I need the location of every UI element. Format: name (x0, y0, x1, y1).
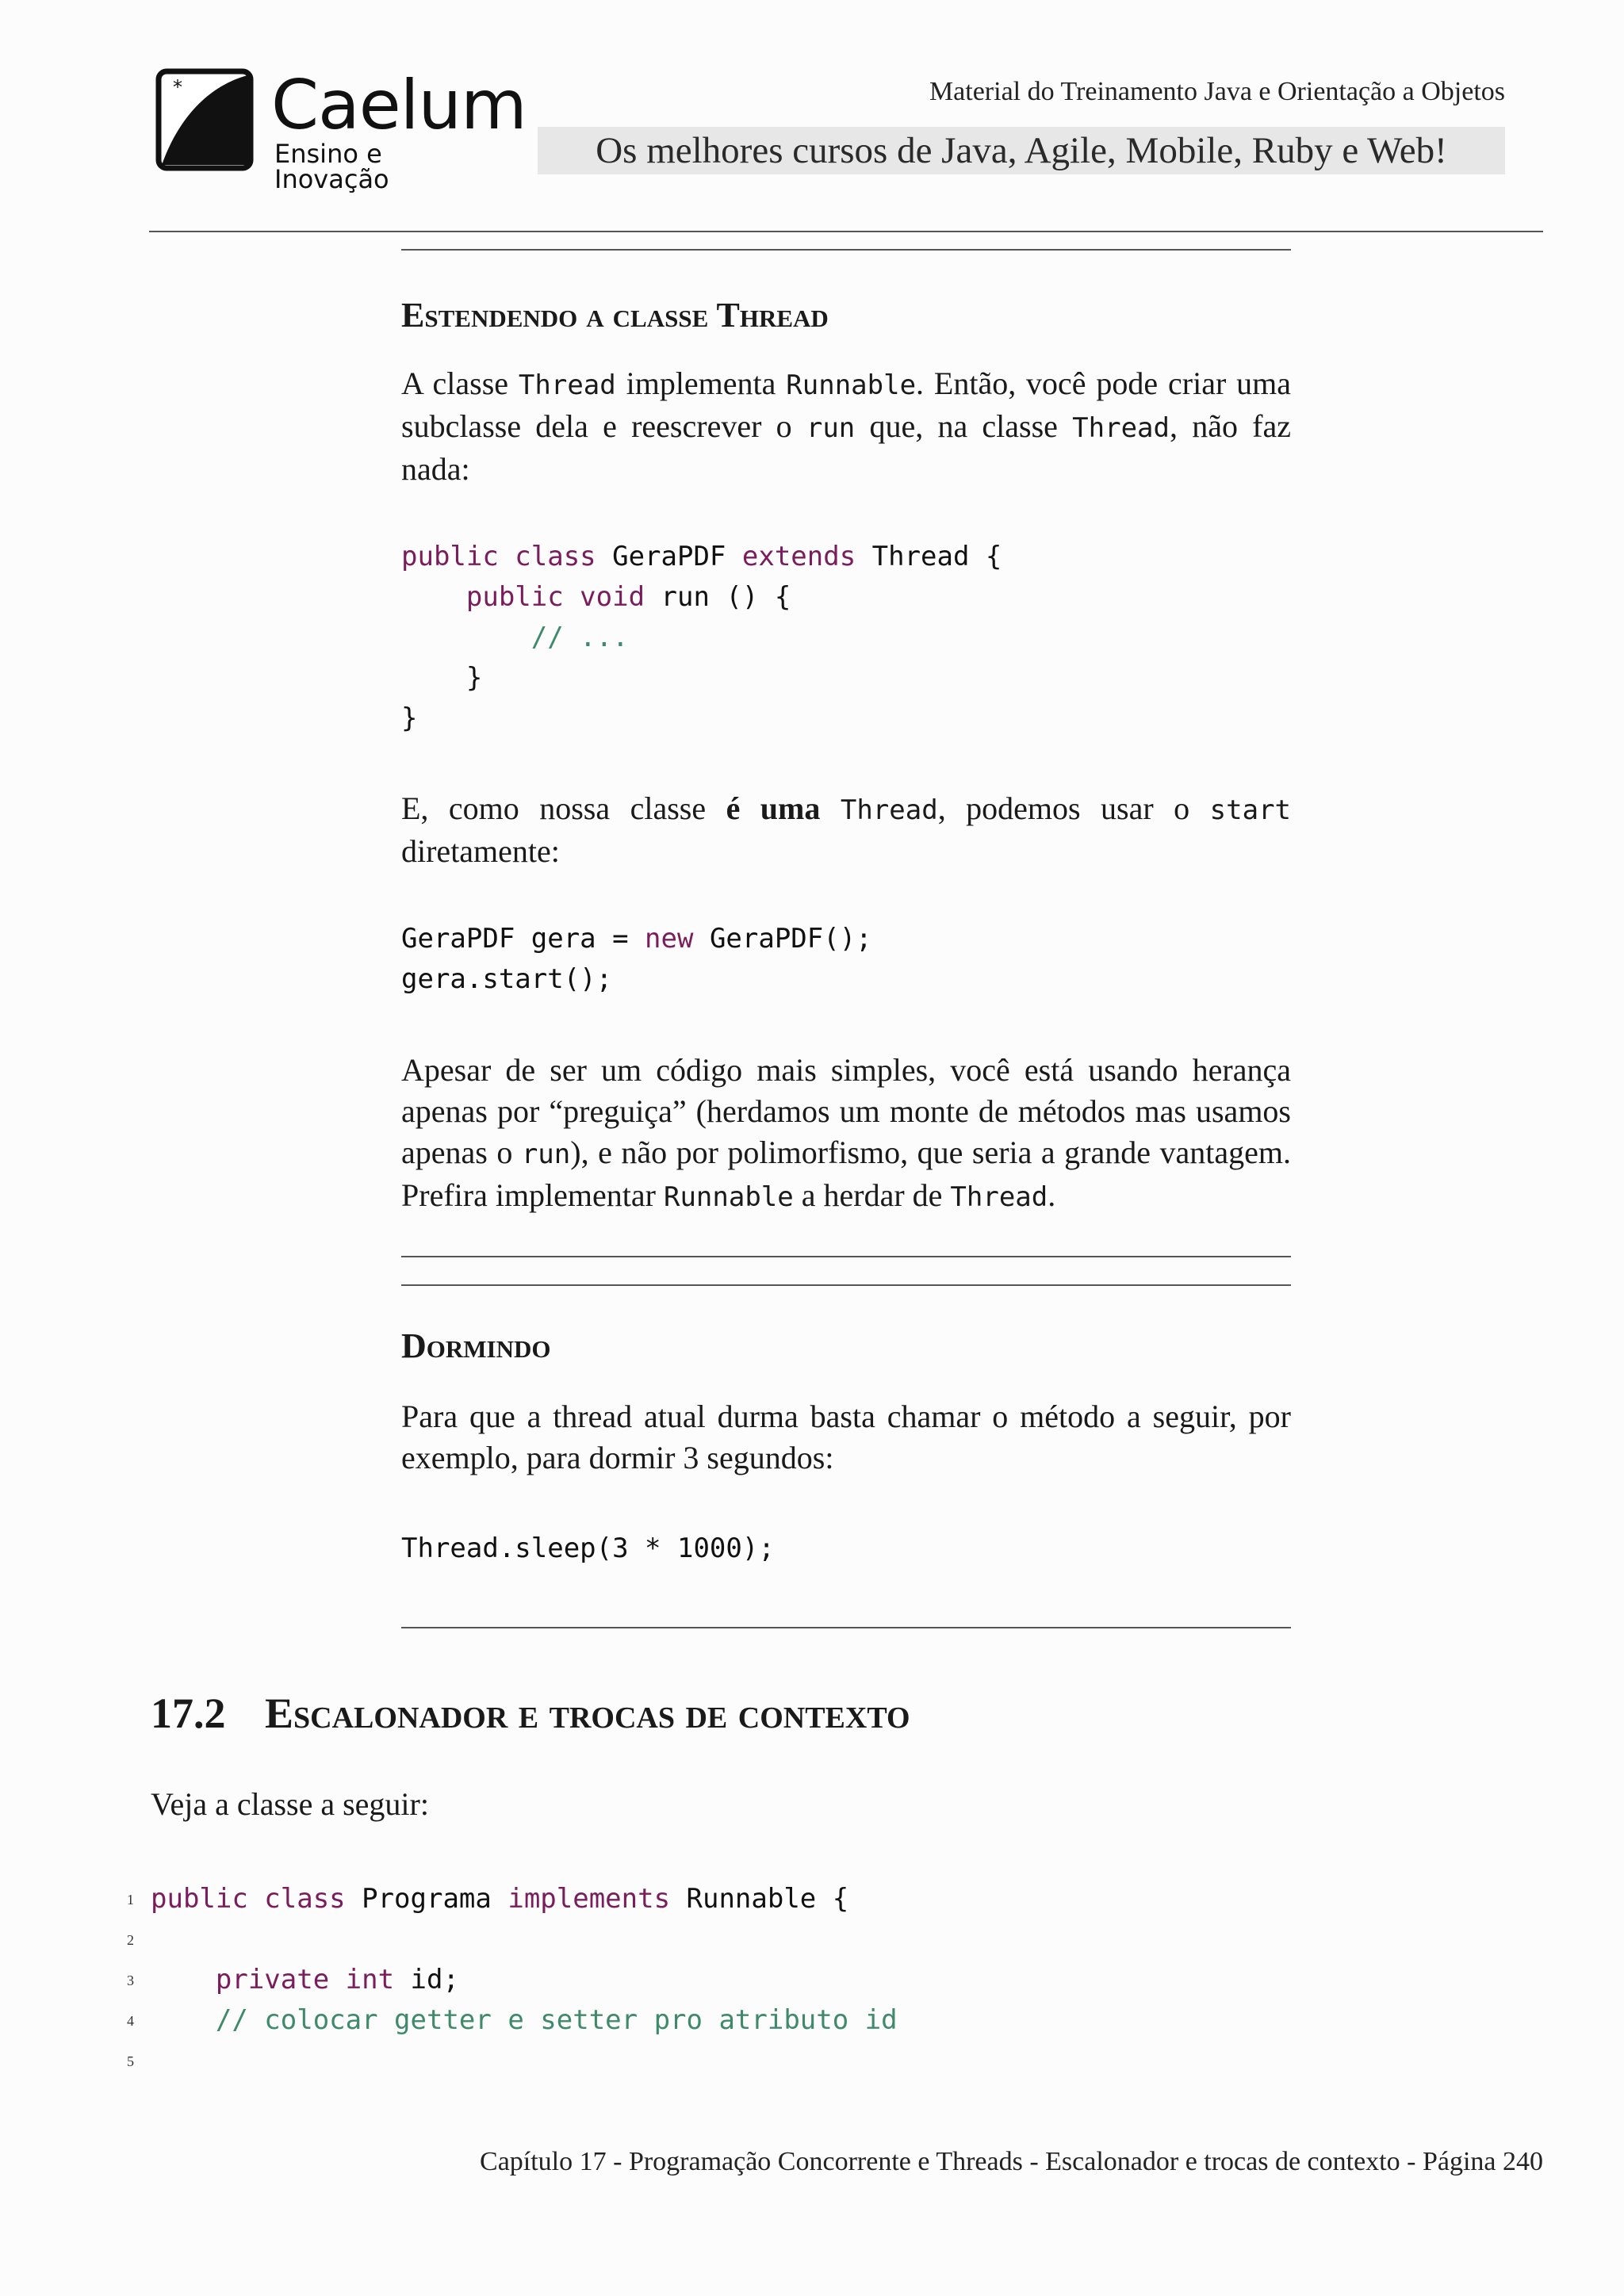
section-number: 17.2 (151, 1689, 226, 1737)
code-text: id; (394, 1964, 459, 1996)
box-title-estendendo: Estendendo a classe Thread (401, 296, 829, 335)
box-title-dormindo: Dormindo (401, 1326, 551, 1365)
svg-text:*: * (173, 76, 182, 98)
code-listing-programa (151, 1879, 898, 2041)
code-text: Runnable { (670, 1883, 849, 1915)
code-text: Programa (345, 1883, 508, 1915)
code-comment: // ... (530, 622, 629, 653)
code-indent (151, 2004, 216, 2036)
section-intro: Veja a classe a seguir: (151, 1786, 429, 1822)
code-keyword: new (645, 923, 694, 955)
code-text: Thread { (856, 541, 1002, 572)
header-divider (149, 231, 1543, 232)
code-text: run () { (645, 581, 791, 613)
inline-code: Runnable (663, 1181, 794, 1213)
inline-code: Runnable (786, 369, 917, 401)
line-number: 3 (127, 1973, 134, 1988)
text-run: Apesar de ser um código mais simples, você está usando herança apenas por “preguiça” (herdamos um monte de métodos mas usamos apenas o (401, 1052, 1291, 1170)
code-text: gera.start(); (401, 963, 613, 995)
line-number: 4 (127, 2013, 134, 2029)
section-title: Escalonador e trocas de contexto (265, 1689, 910, 1737)
code-keyword: implements (508, 1883, 671, 1915)
code-keyword: public class (151, 1883, 346, 1915)
inline-code: Thread (950, 1181, 1048, 1213)
box-bottom-rule (401, 1256, 1291, 1257)
page-footer: Capítulo 17 - Programação Concorrente e Threads - Escalonador e trocas de contexto - Página 240 (480, 2147, 1543, 2176)
text-run: diretamente: (401, 833, 560, 869)
text-run: a herdar de (793, 1177, 951, 1213)
inline-code: Thread (518, 369, 616, 401)
inline-code: run (521, 1138, 571, 1170)
code-keyword: private int (215, 1964, 395, 1996)
text-run: . Então, você pode criar uma subclasse dela e reescrever o (401, 365, 1292, 444)
header-tagline-band (538, 127, 1505, 174)
code-block-sleep: Thread.sleep(3 * 1000); (401, 1533, 775, 1564)
code-indent (151, 1964, 216, 1996)
code-block-start (401, 919, 872, 1000)
code-text: } (401, 662, 483, 694)
text-run: . (1048, 1177, 1056, 1213)
code-text: } (401, 702, 418, 734)
caelum-logo (155, 66, 527, 194)
brand-subtitle: Ensino e Inovação (274, 139, 389, 194)
inline-code: run (806, 412, 856, 444)
logo-mark-icon (155, 68, 254, 171)
code-keyword: public class (401, 541, 596, 572)
line-number: 5 (127, 2053, 134, 2069)
code-block-gerapdf (401, 537, 1002, 739)
header-tagline: Os melhores cursos de Java, Agile, Mobile, Ruby e Web! (596, 130, 1447, 171)
code-keyword: extends (741, 541, 856, 572)
code-comment: // colocar getter e setter pro atributo id (215, 2004, 898, 2036)
header-material-title: Material do Treinamento Java e Orientação a Objetos (929, 77, 1505, 106)
box-top-rule (401, 249, 1291, 251)
box-top-rule (401, 1284, 1291, 1286)
box1-paragraph-2 (401, 788, 1291, 872)
text-run: , não faz nada: (401, 408, 1292, 487)
box1-paragraph-1 (401, 363, 1291, 490)
code-text: GeraPDF (596, 541, 742, 572)
box2-paragraph: Para que a thread atual durma basta chamar o método a seguir, por exemplo, para dormir 3 segundos: (401, 1399, 1291, 1475)
inline-code: start (1209, 794, 1292, 826)
box1-paragraph-3 (401, 1050, 1291, 1218)
inline-code: Thread (1072, 412, 1170, 444)
inline-code: Thread (840, 794, 938, 826)
text-run: que, na classe (855, 408, 1073, 444)
code-text: GeraPDF gera = (401, 923, 645, 955)
box-bottom-rule (401, 1627, 1291, 1628)
code-indent (401, 581, 466, 613)
brand-name: Caelum (271, 66, 527, 145)
emphasis-text: é uma (726, 790, 821, 826)
text-run: A classe (401, 365, 519, 401)
line-number: 2 (127, 1932, 134, 1948)
text-run: E, como nossa classe (401, 790, 726, 826)
text-run: ), e não por polimorfismo, que seria a grande vantagem. Prefira implementar (401, 1135, 1291, 1213)
text-run: implementa (615, 365, 787, 401)
line-number: 1 (127, 1892, 134, 1908)
text-run: , podemos usar o (937, 790, 1210, 826)
code-text: GeraPDF(); (693, 923, 872, 955)
code-indent (401, 622, 531, 653)
code-keyword: public void (465, 581, 645, 613)
